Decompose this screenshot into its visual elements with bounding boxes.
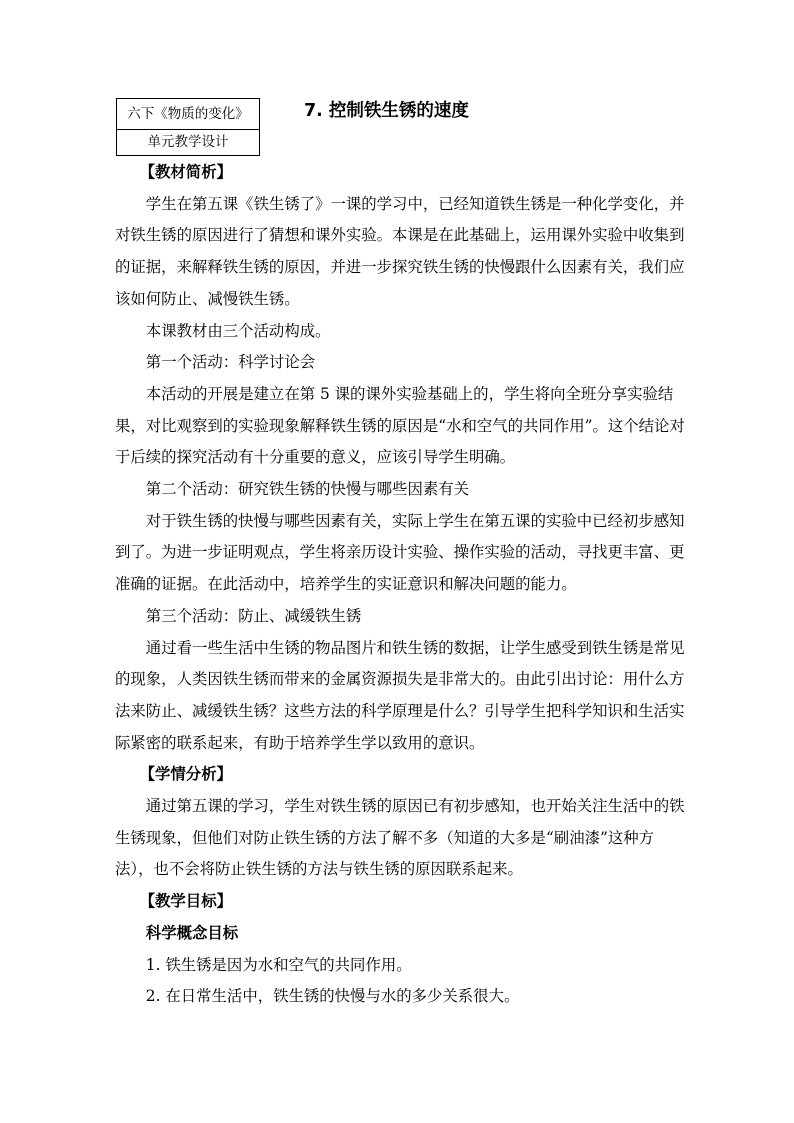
subsection-heading-concept-goals: 科学概念目标 (145, 923, 239, 942)
paragraph: 学生在第五课《铁生锈了》一课的学习中，已经知道铁生锈是一种化学变化，并对铁生锈的原因进行了猜想和课外实验。本课是在此基础上，运用课外实验中收集到的证据，来解释铁生锈的原因，并进一步探究铁生锈的快慢跟什么因素有关，我们应该如何防止、减慢铁生锈。 (115, 194, 685, 308)
paragraph: 通过看一些生活中生锈的物品图片和铁生锈的数据，让学生感受到铁生锈是常见的现象，人类因铁生锈而带来的金属资源损失是非常大的。由此引出讨论：用什么方法来防止、减缓铁生锈？这些方法的科学原理是什么？引导学生把科学知识和生活实际紧密的联系起来，有助于培养学生学以致用的意识。 (115, 638, 685, 752)
page-title: 7. 控制铁生锈的速度 (304, 101, 469, 121)
document-body (115, 157, 685, 1013)
section-heading-learning-analysis: 【学情分析】 (139, 765, 232, 784)
paragraph: 本活动的开展是建立在第 5 课的课外实验基础上的，学生将向全班分享实验结果，对比观察到的实验现象解释铁生锈的原因是“水和空气的共同作用”。这个结论对于后续的探究活动有十分重要的意义，应该引导学生明确。 (115, 384, 685, 467)
goal-item: 2. 在日常生活中，铁生锈的快慢与水的多少关系很大。 (145, 987, 520, 1006)
paragraph: 通过第五课的学习，学生对铁生锈的原因已有初步感知，也开始关注生活中的铁生锈现象，但他们对防止铁生锈的方法了解不多（知道的大多是“刷油漆”这种方法），也不会将防止铁生锈的方法与铁生锈的原因联系起来。 (115, 797, 685, 879)
section-heading-teaching-goals: 【教学目标】 (139, 892, 232, 911)
section-heading-material-analysis: 【教材简析】 (139, 163, 232, 181)
paragraph: 对于铁生锈的快慢与哪些因素有关，实际上学生在第五课的实验中已经初步感知到了。为进一步证明观点，学生将亲历设计实验、操作实验的活动，寻找更丰富、更准确的证据。在此活动中，培养学生的实证意识和解决问题的能力。 (115, 511, 685, 594)
unit-name: 六下《物质的变化》 (117, 99, 259, 130)
activity-title: 第三个活动：防止、减缓铁生锈 (145, 606, 362, 625)
paragraph: 本课教材由三个活动构成。 (145, 321, 331, 340)
goal-item: 1. 铁生锈是因为水和空气的共同作用。 (145, 955, 412, 974)
unit-subtitle: 单元教学设计 (147, 134, 229, 150)
activity-title: 第二个活动：研究铁生锈的快慢与哪些因素有关 (145, 480, 470, 499)
unit-label-box (116, 98, 260, 156)
activity-title: 第一个活动：科学讨论会 (145, 353, 316, 372)
